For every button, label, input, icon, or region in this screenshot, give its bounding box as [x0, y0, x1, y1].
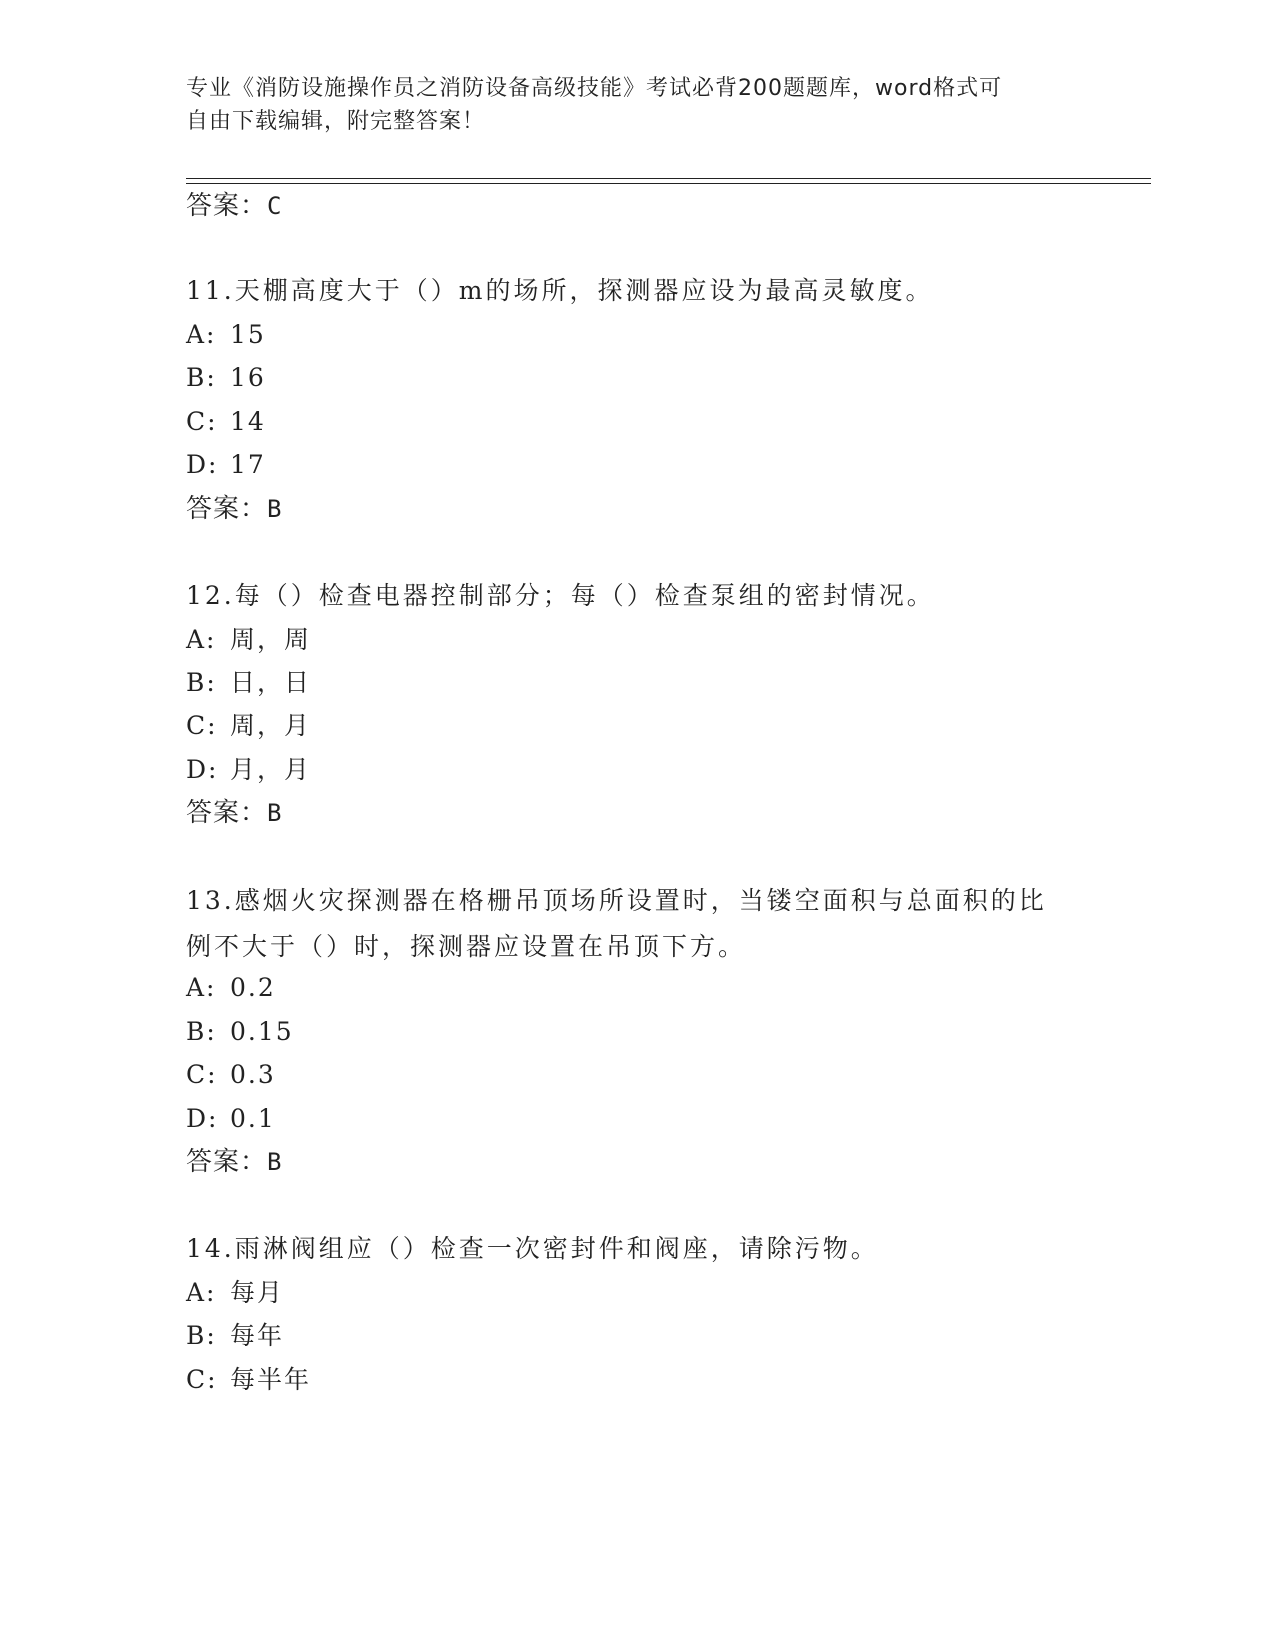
question-14: 14.雨淋阀组应（）检查一次密封件和阀座，请除污物。 [186, 1234, 879, 1263]
answer-label: 答案： [186, 1147, 268, 1177]
question-11: 11.天棚高度大于（）m的场所，探测器应设为最高灵敏度。 [186, 276, 934, 305]
option-letter: C: [186, 1060, 218, 1089]
option-text: 日，日 [230, 668, 312, 697]
document-header [186, 72, 1086, 138]
header-divider-top [186, 178, 1151, 179]
option-11-c [186, 405, 266, 439]
option-12-b [186, 666, 311, 700]
option-text: 每半年 [230, 1365, 312, 1394]
option-text: 0.3 [230, 1060, 276, 1089]
answer-12 [186, 796, 282, 830]
option-letter: B: [186, 1017, 217, 1046]
option-letter: B: [186, 668, 217, 697]
question-12: 12.每（）检查电器控制部分；每（）检查泵组的密封情况。 [186, 581, 935, 610]
option-letter: C: [186, 407, 218, 436]
option-text: 14 [230, 407, 266, 436]
option-text: 周，周 [230, 625, 312, 654]
option-text: 每年 [230, 1321, 285, 1350]
option-11-b [186, 361, 266, 395]
option-12-c [186, 709, 311, 743]
answer-prev [186, 189, 282, 223]
option-letter: B: [186, 1321, 217, 1350]
option-14-a [186, 1276, 284, 1310]
question-13 [186, 878, 1086, 970]
option-letter: D: [186, 755, 219, 784]
answer-value: B [267, 495, 283, 523]
answer-label: 答案： [186, 191, 268, 221]
option-text: 0.15 [230, 1017, 294, 1046]
answer-value: B [267, 799, 283, 827]
option-12-a [186, 623, 311, 657]
answer-13 [186, 1145, 282, 1179]
header-line-2: 自由下载编辑，附完整答案！ [186, 109, 486, 134]
option-text: 0.1 [230, 1104, 276, 1133]
option-11-d [186, 448, 266, 482]
option-text: 15 [230, 320, 266, 349]
option-13-c [186, 1058, 276, 1092]
option-letter: C: [186, 1365, 218, 1394]
question-13-line-2: 例不大于（）时，探测器应设置在吊顶下方。 [186, 932, 747, 961]
option-text: 17 [230, 450, 266, 479]
option-letter: A: [186, 625, 217, 654]
question-13-line-1: 13.感烟火灾探测器在格栅吊顶场所设置时，当镂空面积与总面积的比 [186, 886, 1047, 915]
option-13-d [186, 1102, 276, 1136]
option-text: 0.2 [230, 973, 276, 1002]
option-letter: D: [186, 450, 219, 479]
option-14-c [186, 1363, 311, 1397]
option-letter: A: [186, 973, 217, 1002]
answer-label: 答案： [186, 798, 268, 828]
answer-11 [186, 492, 282, 526]
header-divider-bottom [186, 183, 1151, 184]
answer-value: C [267, 192, 283, 220]
option-13-a [186, 971, 276, 1005]
option-letter: A: [186, 1278, 217, 1307]
option-letter: B: [186, 363, 217, 392]
answer-label: 答案： [186, 494, 268, 524]
option-13-b [186, 1015, 294, 1049]
option-text: 每月 [230, 1278, 285, 1307]
option-11-a [186, 318, 266, 352]
header-line-1: 专业《消防设施操作员之消防设备高级技能》考试必背200题题库，word格式可 [186, 76, 1003, 101]
option-text: 月，月 [230, 755, 312, 784]
option-letter: D: [186, 1104, 219, 1133]
option-text: 周，月 [230, 711, 312, 740]
option-letter: C: [186, 711, 218, 740]
option-14-b [186, 1319, 284, 1353]
option-12-d [186, 753, 311, 787]
option-letter: A: [186, 320, 217, 349]
option-text: 16 [230, 363, 266, 392]
answer-value: B [267, 1148, 283, 1176]
